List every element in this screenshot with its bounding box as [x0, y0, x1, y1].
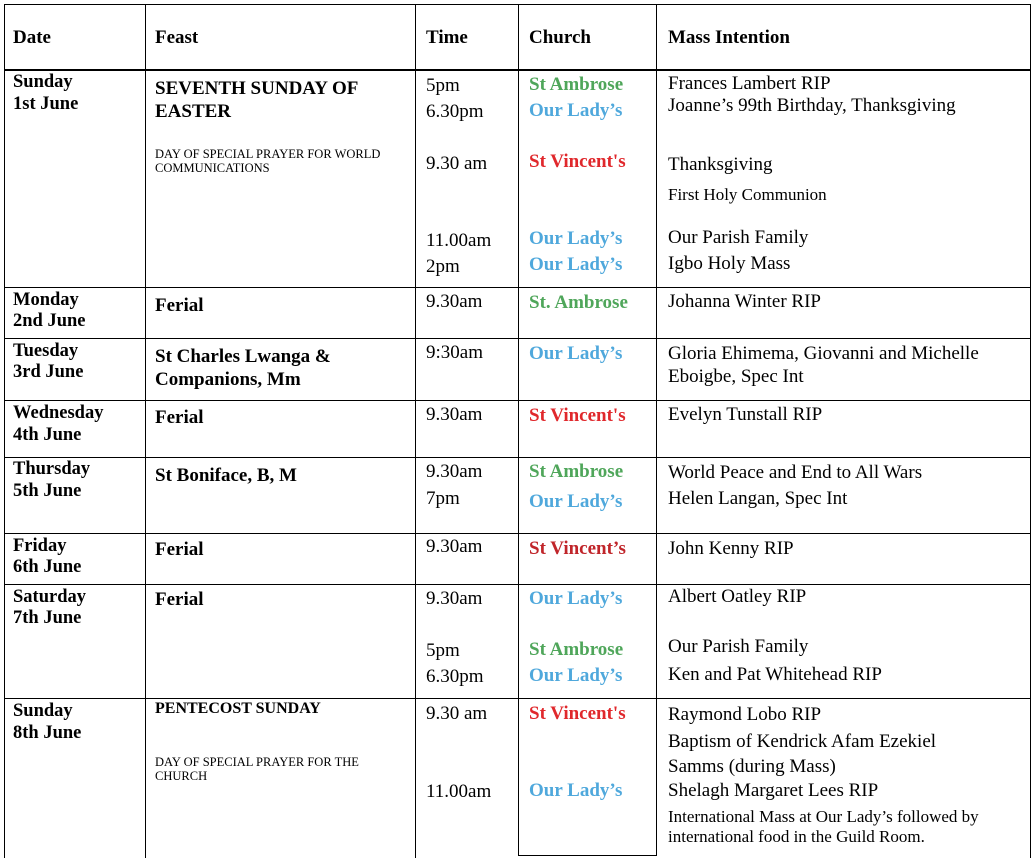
feast-note: DAY OF SPECIAL PRAYER FOR THE CHURCH	[155, 755, 359, 783]
mass-intention: Joanne’s 99th Birthday, Thanksgiving	[668, 95, 956, 116]
church-name: St Vincent's	[529, 703, 626, 724]
mass-time: 5pm	[426, 640, 460, 661]
feast-name: Ferial	[155, 295, 204, 316]
mass-time: 9:30am	[426, 342, 483, 363]
header-church: Church	[529, 27, 591, 48]
row-day: Sunday	[13, 72, 73, 92]
header-date: Date	[13, 27, 51, 48]
mass-intention: Albert Oatley RIP	[668, 586, 807, 607]
church-name: St Vincent’s	[529, 538, 626, 559]
church-name: St Vincent's	[529, 405, 626, 426]
church-name: Our Lady’s	[529, 254, 623, 275]
mass-time: 9.30am	[426, 461, 483, 482]
mass-intention: Ken and Pat Whitehead RIP	[668, 664, 882, 685]
mass-time: 9.30am	[426, 291, 483, 312]
row-date: 1st June	[13, 94, 79, 114]
feast-name: SEVENTH SUNDAY OF EASTER	[155, 78, 358, 122]
header-intention: Mass Intention	[668, 27, 790, 48]
mass-time: 6.30pm	[426, 101, 484, 122]
row-date: 2nd June	[13, 311, 86, 331]
feast-note: DAY OF SPECIAL PRAYER FOR WORLD COMMUNICATIONS	[155, 147, 381, 175]
church-name: St. Ambrose	[529, 292, 628, 313]
church-name: Our Lady’s	[529, 100, 623, 121]
feast-name: Ferial	[155, 539, 204, 560]
church-name: St Ambrose	[529, 461, 624, 482]
feast-name: Ferial	[155, 589, 204, 610]
mass-intention: Our Parish Family	[668, 227, 809, 248]
table-border-right	[1030, 4, 1031, 858]
mass-time: 7pm	[426, 488, 460, 509]
header-feast: Feast	[155, 27, 199, 48]
mass-time: 11.00am	[426, 781, 492, 802]
mass-time: 2pm	[426, 256, 460, 277]
mass-time: 9.30am	[426, 404, 483, 425]
row-date: 8th June	[13, 723, 82, 743]
mass-time: 9.30am	[426, 588, 483, 609]
row-day: Monday	[13, 290, 79, 310]
church-name: Our Lady’s	[529, 588, 623, 609]
church-name: St Ambrose	[529, 74, 624, 95]
church-name: Our Lady’s	[529, 780, 623, 801]
row-date: 7th June	[13, 608, 82, 628]
church-name: Our Lady’s	[529, 228, 623, 249]
feast-name: Ferial	[155, 407, 204, 428]
mass-intention: Evelyn Tunstall RIP	[668, 404, 823, 425]
mass-intention: Gloria Ehimema, Giovanni and Michelle Eboigbe, Spec Int	[668, 343, 979, 387]
row-day: Saturday	[13, 587, 86, 607]
col-divider	[415, 4, 416, 858]
col-divider	[656, 4, 657, 856]
header-time: Time	[426, 27, 468, 48]
church-cell-bottom	[518, 855, 657, 856]
table-border-left	[4, 4, 5, 858]
mass-intention: Helen Langan, Spec Int	[668, 488, 848, 509]
mass-intention-extra: Baptism of Kendrick Afam Ezekiel Samms (during Mass)	[668, 731, 937, 777]
mass-intention: Raymond Lobo RIP	[668, 704, 822, 725]
row-day: Thursday	[13, 459, 91, 479]
mass-intention: Thanksgiving	[668, 154, 773, 175]
mass-intention: John Kenny RIP	[668, 538, 794, 559]
church-name: Our Lady’s	[529, 491, 623, 512]
col-divider	[518, 4, 519, 856]
row-date: 4th June	[13, 425, 82, 445]
mass-intention: Shelagh Margaret Lees RIP	[668, 780, 879, 801]
feast-name: St Boniface, B, M	[155, 465, 297, 486]
mass-intention: Igbo Holy Mass	[668, 253, 791, 274]
mass-intention: Frances Lambert RIP	[668, 73, 831, 94]
row-date: 5th June	[13, 481, 82, 501]
row-day: Wednesday	[13, 403, 104, 423]
church-name: St Vincent's	[529, 151, 626, 172]
mass-time: 9.30am	[426, 536, 483, 557]
row-date: 3rd June	[13, 362, 84, 382]
mass-time: 5pm	[426, 75, 460, 96]
mass-time: 9.30 am	[426, 153, 488, 174]
mass-time: 11.00am	[426, 230, 492, 251]
mass-intention: World Peace and End to All Wars	[668, 462, 923, 483]
mass-intention: Our Parish Family	[668, 636, 809, 657]
feast-name: PENTECOST SUNDAY	[155, 700, 321, 717]
mass-intention-extra: First Holy Communion	[668, 185, 827, 204]
row-day: Tuesday	[13, 341, 79, 361]
mass-time: 9.30 am	[426, 703, 488, 724]
mass-intention-extra: International Mass at Our Lady’s followed by international food in the Guild Room.	[668, 807, 979, 846]
mass-intention: Johanna Winter RIP	[668, 291, 821, 312]
row-day: Sunday	[13, 701, 73, 721]
church-name: Our Lady’s	[529, 665, 623, 686]
row-day: Friday	[13, 536, 67, 556]
col-divider	[145, 4, 146, 858]
church-name: St Ambrose	[529, 639, 624, 660]
row-date: 6th June	[13, 557, 82, 577]
feast-name: St Charles Lwanga & Companions, Mm	[155, 346, 331, 390]
mass-time: 6.30pm	[426, 666, 484, 687]
church-name: Our Lady’s	[529, 343, 623, 364]
